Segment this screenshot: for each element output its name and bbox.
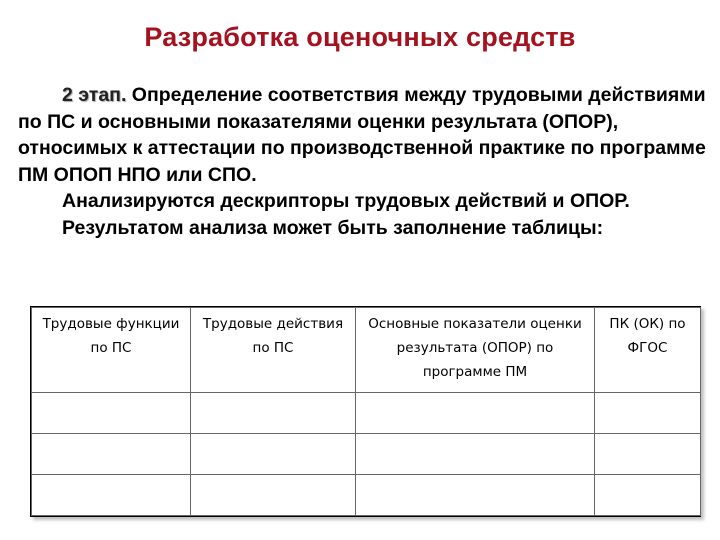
table-row <box>32 393 701 434</box>
header-labor-actions: Трудовые действия по ПС <box>191 308 356 393</box>
table-cell <box>32 475 191 516</box>
paragraph-stage <box>18 82 708 188</box>
table-cell <box>191 475 356 516</box>
table-row <box>32 475 701 516</box>
table-cell <box>32 434 191 475</box>
table-cell <box>595 475 701 516</box>
header-main-indicators: Основные показатели оценки результата (ОПОР) по программе ПМ <box>356 308 595 393</box>
table-cell <box>356 393 595 434</box>
slide-title: Разработка оценочных средств <box>144 22 576 52</box>
mapping-table <box>30 306 701 517</box>
table-header-row <box>32 308 701 393</box>
slide-body <box>18 82 708 241</box>
header-labor-functions: Трудовые функции по ПС <box>32 308 191 393</box>
table-row <box>32 434 701 475</box>
table-cell <box>356 475 595 516</box>
paragraph-stage-text: Определение соответствия между трудовыми действиями по ПС и основными показателями оценки результата (ОПОР), относимых к аттестации по производственной практике по программе ПМ ОПОП НПО или СПО. <box>18 84 706 186</box>
stage-label: 2 этап. <box>62 84 127 106</box>
paragraph-analysis: Анализируются дескрипторы трудовых действий и ОПОР. <box>62 190 630 212</box>
table-cell <box>595 434 701 475</box>
table-cell <box>191 393 356 434</box>
table-cell <box>356 434 595 475</box>
paragraph-result: Результатом анализа может быть заполнение таблицы: <box>62 216 604 239</box>
table-cell <box>191 434 356 475</box>
header-competencies: ПК (ОК) по ФГОС <box>595 308 701 393</box>
table-cell <box>32 393 191 434</box>
table-cell <box>595 393 701 434</box>
